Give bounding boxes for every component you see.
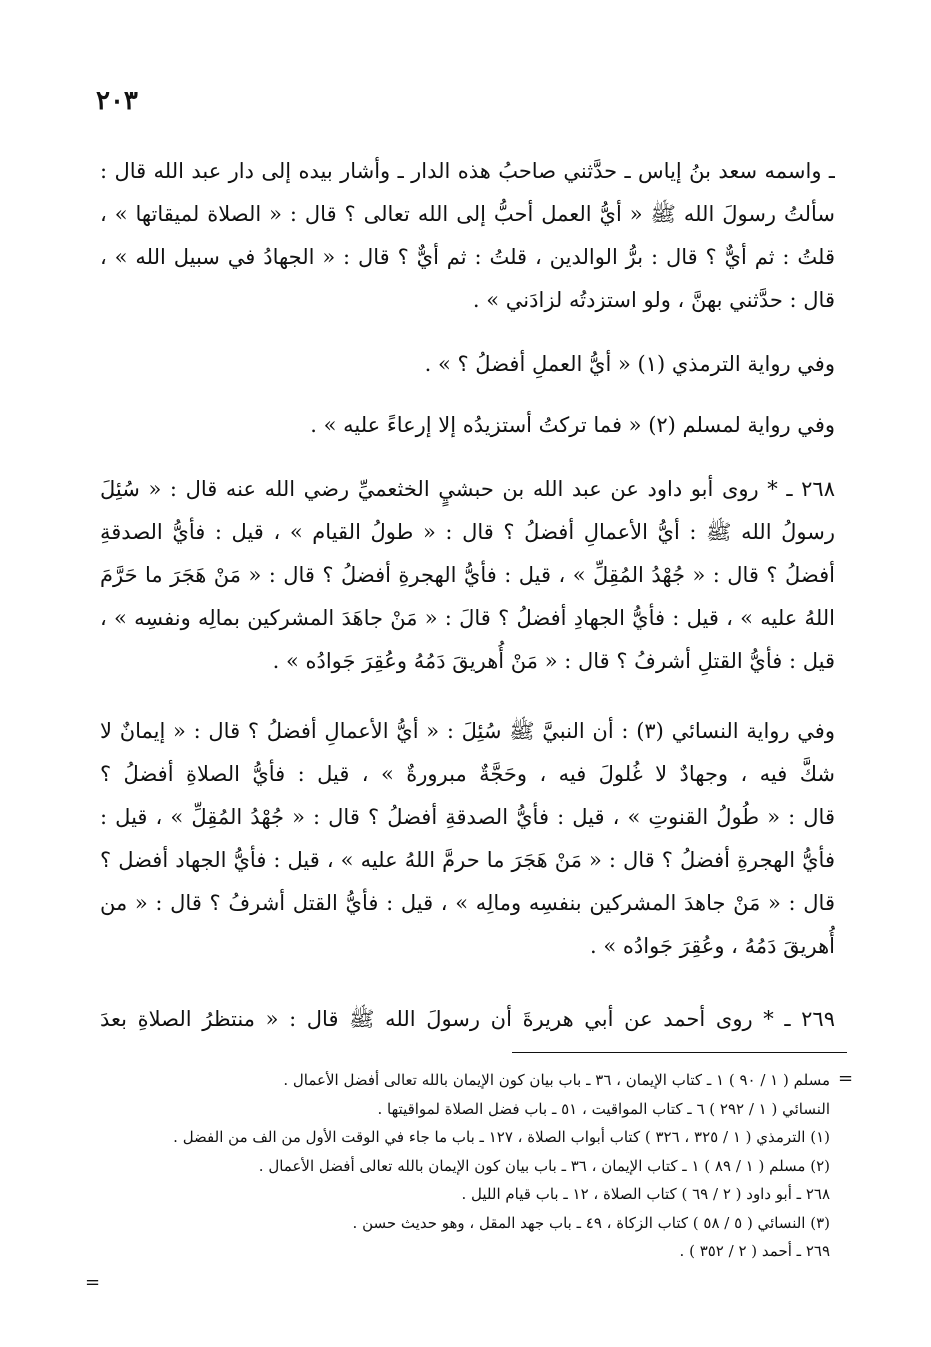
text-line: وفي رواية لمسلم (٢) « فما تركتُ أستزيدُه إلا إرعاءً عليه » . [310, 413, 835, 437]
footnote-line: ٢٦٨ ـ أبو داود ( ٢ / ٦٩ ) كتاب الصلاة ، ١٢ ـ باب قيام الليل . [461, 1185, 830, 1203]
text-line: ٢٦٩ ـ * روى أحمد عن أبي هريرةَ أن رسولَ الله ﷺ قال : « منتظرُ الصلاةِ بعدَ [100, 1007, 835, 1031]
text-line: قلتُ : ثم أيٌّ ؟ قال : برُّ الوالدين ، قلتُ : ثم أيٌّ ؟ قال : « الجهادُ في سبيل الله » ، [100, 245, 835, 269]
text-line: ـ واسمه سعد بنُ إياس ـ حدَّثني صاحبُ هذه الدار ـ وأشار بيده إلى دار عبد الله قال : [100, 159, 835, 183]
footnote-line: (١) الترمذي ( ١ / ٣٢٥ ، ٣٢٦ ) كتاب أبواب الصلاة ، ١٢٧ ـ باب ما جاء في الوقت الأول من الف من الفضل . [173, 1128, 830, 1146]
text-line: قال : حدَّثني بهنَّ ، ولو استزدتُه لزادَني » . [472, 288, 835, 312]
text-line: أُهريقَ دَمُهُ ، وعُقِرَ جَوادُه » . [590, 934, 835, 958]
paragraph-hadith-269 [100, 998, 835, 1041]
text-line: وفي رواية النسائي (٣) : أن النبيَّ ﷺ سُئِلَ : « أيُّ الأعمالِ أفضلُ ؟ قال : « إيمانٌ لا [100, 719, 835, 743]
continuation-mark-top: = [838, 1068, 854, 1089]
footnote-line: (٢) مسلم ( ١ / ٨٩ ) ١ ـ كتاب الإيمان ، ٣٦ ـ باب بيان كون الإيمان بالله تعالى أفضل الأعمال . [258, 1156, 830, 1175]
text-line: قال : « طُولُ القنوتِ » ، قيل : فأيُّ الصدقةِ أفضلُ ؟ قال : « جُهْدُ المُقِلِّ » ، قيل : [100, 805, 835, 829]
paragraph-tirmidhi-version [100, 343, 835, 386]
page-number: ٢٠٣ [96, 86, 138, 116]
text-line: سألتُ رسولَ الله ﷺ « أيُّ العمل أحبُّ إلى الله تعالى ؟ قال : « الصلاة لميقاتها » ، [100, 202, 835, 226]
footnote-divider [512, 1052, 847, 1053]
text-line: ٢٦٨ ـ * روى أبو داود عن عبد الله بن حبشيٍ الخثعميِّ رضي الله عنه قال : « سُئِلَ [100, 477, 835, 501]
footnote-line: ٢٦٩ ـ أحمد ( ٢ / ٣٥٢ ) . [679, 1242, 830, 1260]
footnote-line: مسلم ( ١ / ٩٠ ) ١ ـ كتاب الإيمان ، ٣٦ ـ باب بيان كون الإيمان بالله تعالى أفضل الأعمال . [283, 1071, 830, 1089]
text-line: شكَّ فيه ، وجهادٌ لا غُلولَ فيه ، وحَجَّةٌ مبرورةٌ » ، قيل : فأيُّ الصلاةِ أفضلُ ؟ [100, 762, 835, 786]
text-line: قيل : فأيُّ القتلِ أشرفُ ؟ قال : « مَنْ أُهريقَ دَمُهُ وعُقِرَ جَوادُه » . [272, 649, 835, 673]
text-line: اللهُ عليه » ، قيل : فأيُّ الجهادِ أفضلُ ؟ قالَ : « مَنْ جاهَدَ المشركين بمالِه ونفسِه » ، [100, 606, 835, 630]
footnote-line: (٣) النسائي ( ٥ / ٥٨ ) كتاب الزكاة ، ٤٩ ـ باب جهد المقل ، وهو حديث حسن . [352, 1213, 830, 1232]
footnotes [140, 1066, 830, 1266]
continuation-mark-bottom: = [85, 1272, 101, 1293]
footnote-line: النسائي ( ١ / ٢٩٢ ) ٦ ـ كتاب المواقيت ، ٥١ ـ باب فضل الصلاة لمواقيتها . [377, 1099, 830, 1118]
text-line: وفي رواية الترمذي (١) « أيُّ العملِ أفضلُ ؟ » . [424, 352, 835, 376]
text-line: قال : « مَنْ جاهدَ المشركين بنفسِه ومالِه » ، قيل : فأيُّ القتل أشرفُ ؟ قال : « من [100, 891, 835, 915]
paragraph-muslim-version [100, 404, 835, 447]
text-line: فأيُّ الهجرةِ أفضلُ ؟ قال : « مَنْ هَجَرَ ما حرمَّ اللهُ عليه » ، قيل : فأيُّ الجهاد أفضل ؟ [100, 848, 835, 872]
paragraph-hadith-continuation [100, 150, 835, 322]
text-line: أفضلُ ؟ قال : « جُهْدُ المُقِلِّ » ، قيل : فأيُّ الهجرةِ أفضلُ ؟ قال : « مَنْ هَجَرَ ما حَرَّمَ [100, 563, 835, 587]
paragraph-nasai-version [100, 710, 835, 968]
paragraph-hadith-268 [100, 468, 835, 683]
text-line: رسولُ الله ﷺ : أيُّ الأعمالِ أفضلُ ؟ قال : « طولُ القيام » ، قيل : فأيُّ الصدقةِ [100, 520, 835, 544]
